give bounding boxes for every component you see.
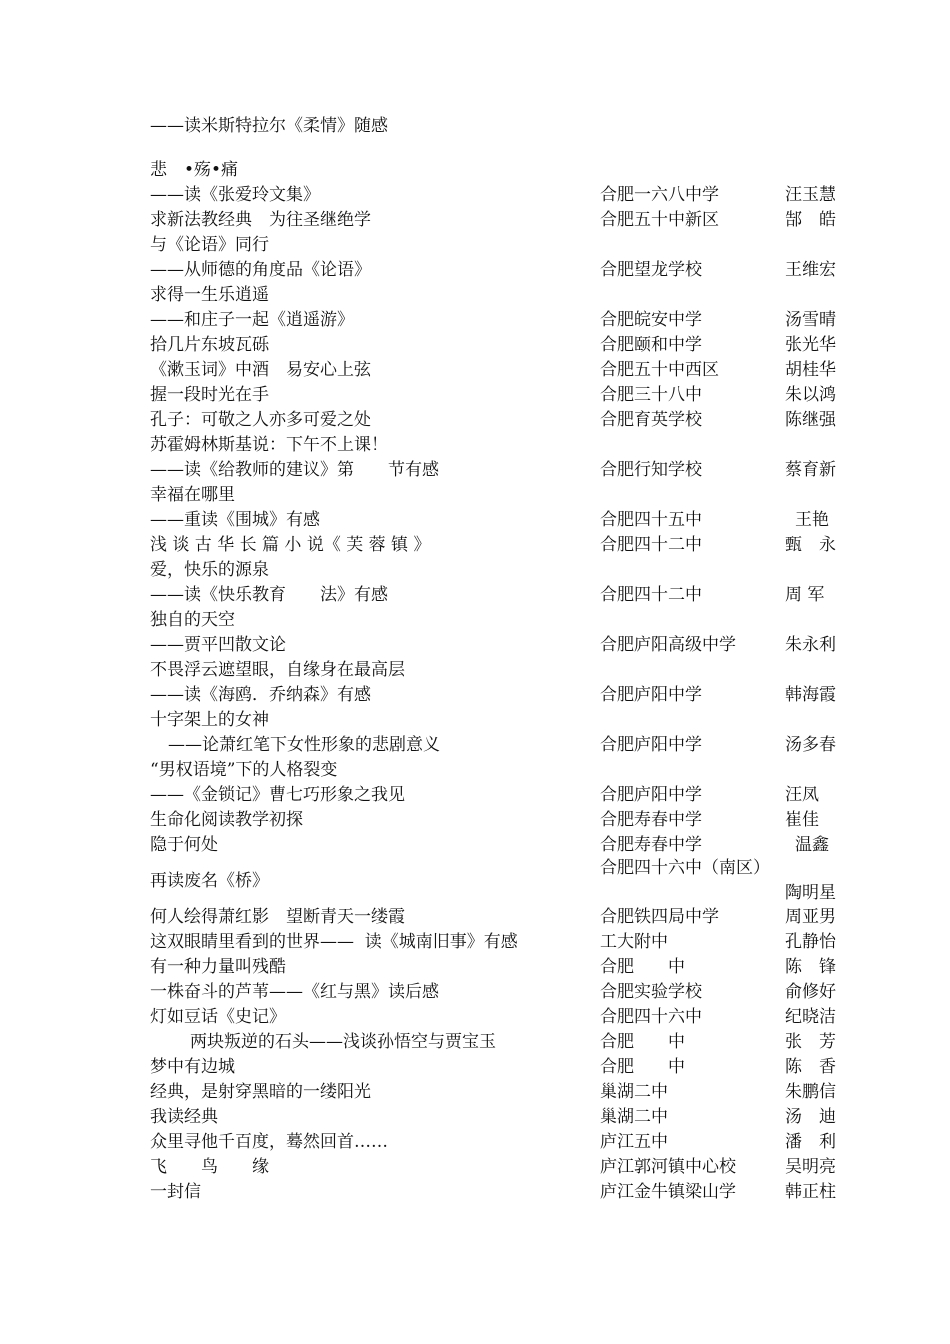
list-item [0,358,950,383]
list-item [0,733,950,758]
entry-school: 合肥五十中西区 [600,360,719,380]
entry-school: 合肥育英学校 [600,410,702,430]
entry-school: 合肥皖安中学 [600,310,702,330]
entry-author: 纪晓洁 [785,1007,836,1027]
entry-title: ——从师德的角度品《论语》 [150,260,371,280]
entry-author: 郜 皓 [785,210,836,230]
entry-title: 何人绘得萧红影 望断青天一缕霞 [150,907,405,927]
entry-title: 梦中有边城 [150,1057,235,1077]
list-item [0,208,950,233]
entry-author: 陈 锋 [785,957,836,977]
entry-title: 灯如豆话《史记》 [150,1007,286,1027]
entry-author: 韩海霞 [785,685,836,705]
entry-author: 周亚男 [785,907,836,927]
entry-title: ——贾平凹散文论 [150,635,286,655]
list-item [0,633,950,658]
list-item [0,333,950,358]
list-item [0,1130,950,1155]
entry-title: 十字架上的女神 [150,710,269,730]
list-item [0,1055,950,1080]
entry-author: 张光华 [785,335,836,355]
list-item [0,508,950,533]
entry-title: 不畏浮云遮望眼，自缘身在最高层 [150,660,405,680]
list-item [0,1080,950,1105]
list-item [0,1030,950,1055]
list-item [0,833,950,858]
entry-title: 《漱玉词》中酒 易安心上弦 [150,360,371,380]
entry-school: 合肥 中 [600,1032,685,1052]
entry-school: 合肥庐阳中学 [600,785,702,805]
entry-title: ——读《海鸥．乔纳森》有感 [150,685,371,705]
entry-title: 浅 谈 古 华 长 篇 小 说《 芙 蓉 镇 》 [150,535,431,555]
list-item [0,1105,950,1130]
entry-title: “男权语境”下的人格裂变 [150,760,338,780]
entry-title: 有一种力量叫残酷 [150,957,286,977]
entry-title: 众里寻他千百度，蓦然回首…… [150,1132,388,1152]
entry-author: 朱鹏信 [785,1082,836,1102]
entry-school: 合肥四十二中 [600,585,702,605]
entry-school: 合肥 中 [600,957,685,977]
list-item [0,905,950,930]
entry-title: 求新法教经典 为往圣继绝学 [150,210,371,230]
entry-title: ——论萧红笔下女性形象的悲剧意义 [168,735,440,755]
entry-title: 飞 鸟 缘 [150,1157,269,1177]
list-item [0,183,950,208]
entry-author: 朱永利 [785,635,836,655]
entry-school: 庐江五中 [600,1132,668,1152]
entry-school: 合肥铁四局中学 [600,907,719,927]
list-item [0,233,950,258]
entry-author: 崔佳 [785,810,819,830]
entry-school: 合肥四十六中 [600,1007,702,1027]
entry-school: 合肥望龙学校 [600,260,702,280]
entry-title: 与《论语》同行 [150,235,269,255]
entry-school: 巢湖二中 [600,1082,668,1102]
entry-title: 生命化阅读教学初探 [150,810,303,830]
list-item [0,583,950,608]
entry-author: 陈 香 [785,1057,836,1077]
entry-title: 拾几片东坡瓦砾 [150,335,269,355]
entry-author: 汤多春 [785,735,836,755]
entry-title: 再读废名《桥》 [150,871,269,891]
entry-school: 巢湖二中 [600,1107,668,1127]
entry-author: 蔡育新 [785,460,836,480]
entry-author: 俞修好 [785,982,836,1002]
list-item [0,858,950,905]
entry-title: 这双眼睛里看到的世界—— 读《城南旧事》有感 [150,932,518,952]
list-item [0,1005,950,1030]
entry-title: 求得一生乐逍遥 [150,285,269,305]
list-item [0,608,950,633]
list-item [0,383,950,408]
entry-school: 合肥颐和中学 [600,335,702,355]
entry-title: ——重读《围城》有感 [150,510,320,530]
entry-title: ——读《张爱玲文集》 [150,185,320,205]
entry-title: 独自的天空 [150,610,235,630]
entry-author: 王维宏 [785,260,836,280]
entry-school: 合肥寿春中学 [600,810,702,830]
list-item [0,308,950,333]
entry-title: ——《金锁记》曹七巧形象之我见 [150,785,405,805]
entry-author: 吴明亮 [785,1157,836,1177]
entry-school: 合肥五十中新区 [600,210,719,230]
list-item [0,1180,950,1205]
entry-title: 一株奋斗的芦苇——《红与黑》读后感 [150,982,439,1002]
list-item [0,158,950,183]
entry-author: 汤 迪 [785,1107,836,1127]
list-item [0,783,950,808]
list-item [0,408,950,433]
entry-author: 汪凤 [785,785,819,805]
entry-author: 韩正柱 [785,1182,836,1202]
entry-title: 一封信 [150,1182,201,1202]
entry-school: 合肥四十五中 [600,510,702,530]
entry-school: 合肥庐阳高级中学 [600,635,736,655]
entry-title: 苏霍姆林斯基说：下午不上课！ [150,435,388,455]
entry-author: 朱以鸿 [785,385,836,405]
entry-list [0,158,950,1205]
entry-school: 庐江郭河镇中心校 [600,1157,736,1177]
list-item [0,683,950,708]
list-item [0,930,950,955]
list-item [0,558,950,583]
entry-title: 两块叛逆的石头——浅谈孙悟空与贾宝玉 [190,1032,496,1052]
entry-school: 工大附中 [600,932,668,952]
entry-title: 幸福在哪里 [150,485,235,505]
entry-title: 爱，快乐的源泉 [150,560,269,580]
list-item [0,533,950,558]
intro-line: ——读米斯特拉尔《柔情》随感 [150,116,388,136]
entry-title: 握一段时光在手 [150,385,269,405]
list-item [0,283,950,308]
list-item [0,1155,950,1180]
entry-title: 经典，是射穿黑暗的一缕阳光 [150,1082,371,1102]
list-item [0,758,950,783]
list-item [0,258,950,283]
list-item [0,433,950,458]
entry-author: 甄 永 [785,535,836,555]
list-item [0,708,950,733]
list-item [0,955,950,980]
entry-school: 合肥四十六中（南区） [600,858,770,878]
entry-school: 合肥庐阳中学 [600,685,702,705]
entry-author: 汪玉慧 [785,185,836,205]
entry-title: 隐于何处 [150,835,218,855]
entry-school: 合肥四十二中 [600,535,702,555]
entry-title: ——读《快乐教育 法》有感 [150,585,388,605]
entry-title: ——和庄子一起《逍遥游》 [150,310,354,330]
entry-school: 合肥 中 [600,1057,685,1077]
entry-author: 张 芳 [785,1032,836,1052]
entry-author: 陶明星 [785,883,836,903]
entry-author: 陈继强 [785,410,836,430]
entry-school: 合肥庐阳中学 [600,735,702,755]
entry-school: 庐江金牛镇梁山学 [600,1182,736,1202]
entry-school: 合肥实验学校 [600,982,702,1002]
entry-school: 合肥三十八中 [600,385,702,405]
entry-author: 周 军 [785,585,825,605]
entry-title: 悲 •殇•痛 [150,160,239,180]
entry-author: 汤雪晴 [785,310,836,330]
entry-author: 潘 利 [785,1132,836,1152]
entry-school: 合肥寿春中学 [600,835,702,855]
list-item [0,808,950,833]
entry-school: 合肥行知学校 [600,460,702,480]
entry-title: 我读经典 [150,1107,218,1127]
entry-author: 王艳 [795,510,829,530]
list-item [0,658,950,683]
entry-title: ——读《给教师的建议》第 节有感 [150,460,439,480]
entry-author: 孔静怡 [785,932,836,952]
entry-author: 温鑫 [795,835,829,855]
entry-title: 孔子：可敬之人亦多可爱之处 [150,410,371,430]
list-item [0,980,950,1005]
list-item [0,483,950,508]
list-item [0,458,950,483]
entry-school: 合肥一六八中学 [600,185,719,205]
entry-author: 胡桂华 [785,360,836,380]
